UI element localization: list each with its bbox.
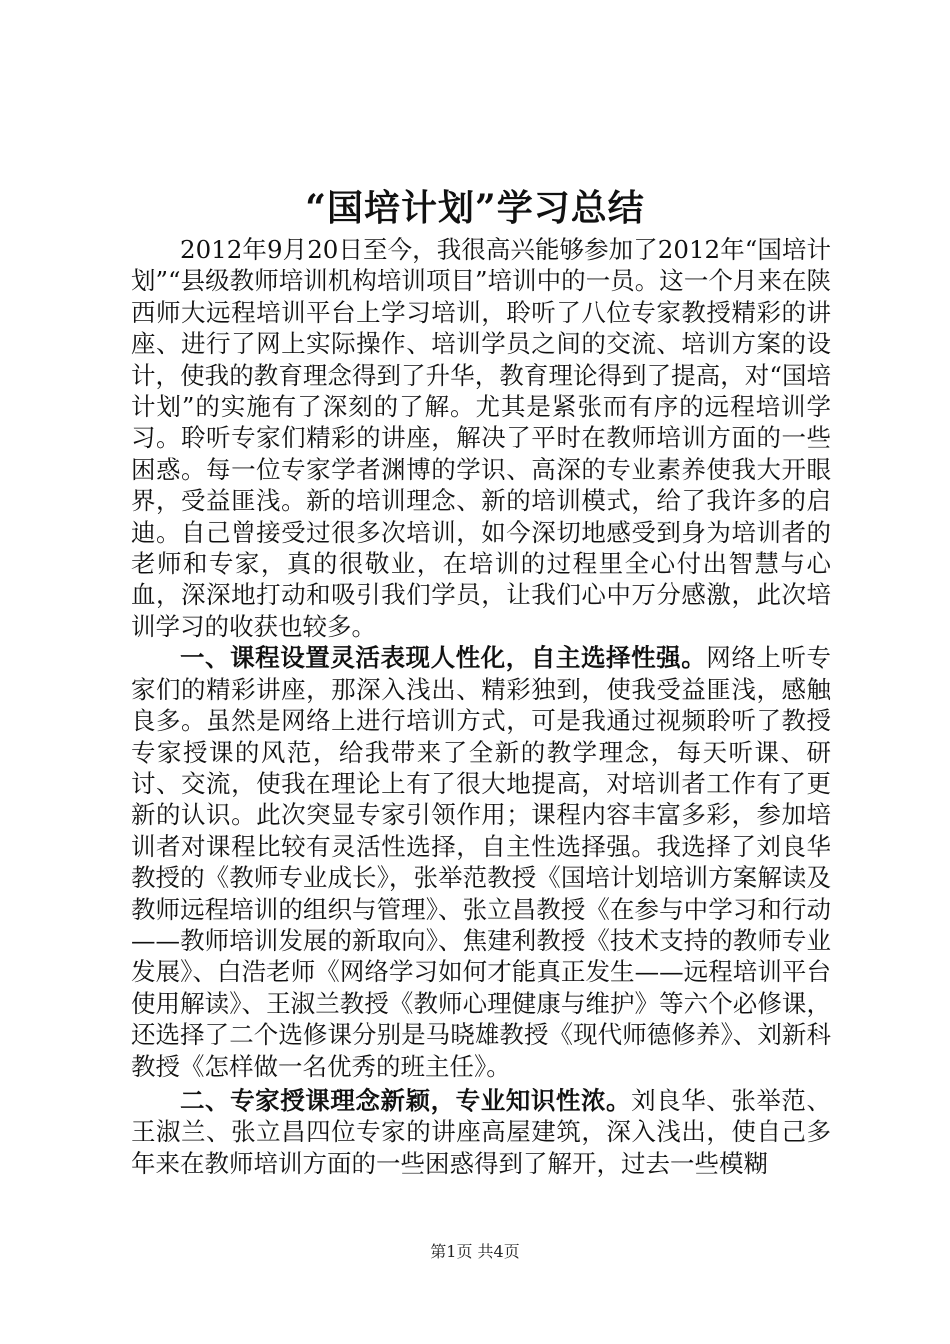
document-title: “国培计划”学习总结	[305, 187, 645, 229]
section-heading: 一、课程设置灵活表现人性化，自主选择性强。	[180, 643, 707, 673]
paragraph-intro	[131, 234, 831, 642]
paragraph-text: 2012年9月20日至今，我很高兴能够参加了2012年“国培计划”“县级教师培训机构培训项目”培训中的一员。这一个月来在陕西师大远程培训平台上学习培训，聆听了八位专家教授精彩的讲座、进行了网上实际操作、培训学员之间的交流、培训方案的设计，使我的教育理念得到了升华，教育理论得到了提高，对“国培计划”的实施有了深刻的了解。尤其是紧张而有序的远程培训学习。聆听专家们精彩的讲座，解决了平时在教师培训方面的一些困惑。每一位专家学者渊博的学识、高深的专业素养使我大开眼界，受益匪浅。新的培训理念、新的培训模式，给了我许多的启迪。自己曾接受过很多次培训，如今深切地感受到身为培训者的老师和专家，真的很敬业，在培训的过程里全心付出智慧与心血，深深地打动和吸引我们学员，让我们心中万分感激，此次培训学习的收获也较多。	[131, 235, 831, 641]
page-footer: 第1页 共4页	[430, 1242, 520, 1261]
paragraph-section-2	[131, 1085, 831, 1179]
document-body	[131, 234, 831, 1179]
section-heading: 二、专家授课理念新颖，专业知识性浓。	[180, 1085, 632, 1115]
paragraph-text: 刘良华、张举范、王淑兰、张立昌四位专家的讲座高屋建筑，深入浅出，使自己多年来在教师培训方面的一些困惑得到了解开，过去一些模糊	[131, 1085, 831, 1178]
paragraph-text: 网络上听专家们的精彩讲座，那深入浅出、精彩独到，使我受益匪浅，感触良多。虽然是网络上进行培训方式，可是我通过视频聆听了教授专家授课的风范，给我带来了全新的教学理念，每天听课、研讨、交流，使我在理论上有了很大地提高，对培训者工作有了更新的认识。此次突显专家引领作用；课程内容丰富多彩，参加培训者对课程比较有灵活性选择，自主性选择强。我选择了刘良华教授的《教师专业成长》，张举范教授《国培计划培训方案解读及教师远程培训的组织与管理》、张立昌教授《在参与中学习和行动——教师培训发展的新取向》、焦建利教授《技术支持的教师专业发展》、白浩老师《网络学习如何才能真正发生——远程培训平台使用解读》、王淑兰教授《教师心理健康与维护》等六个必修课，还选择了二个选修课分别是马晓雄教授《现代师德修养》、刘新科教授《怎样做一名优秀的班主任》。	[131, 643, 832, 1081]
paragraph-section-1	[131, 642, 831, 1082]
